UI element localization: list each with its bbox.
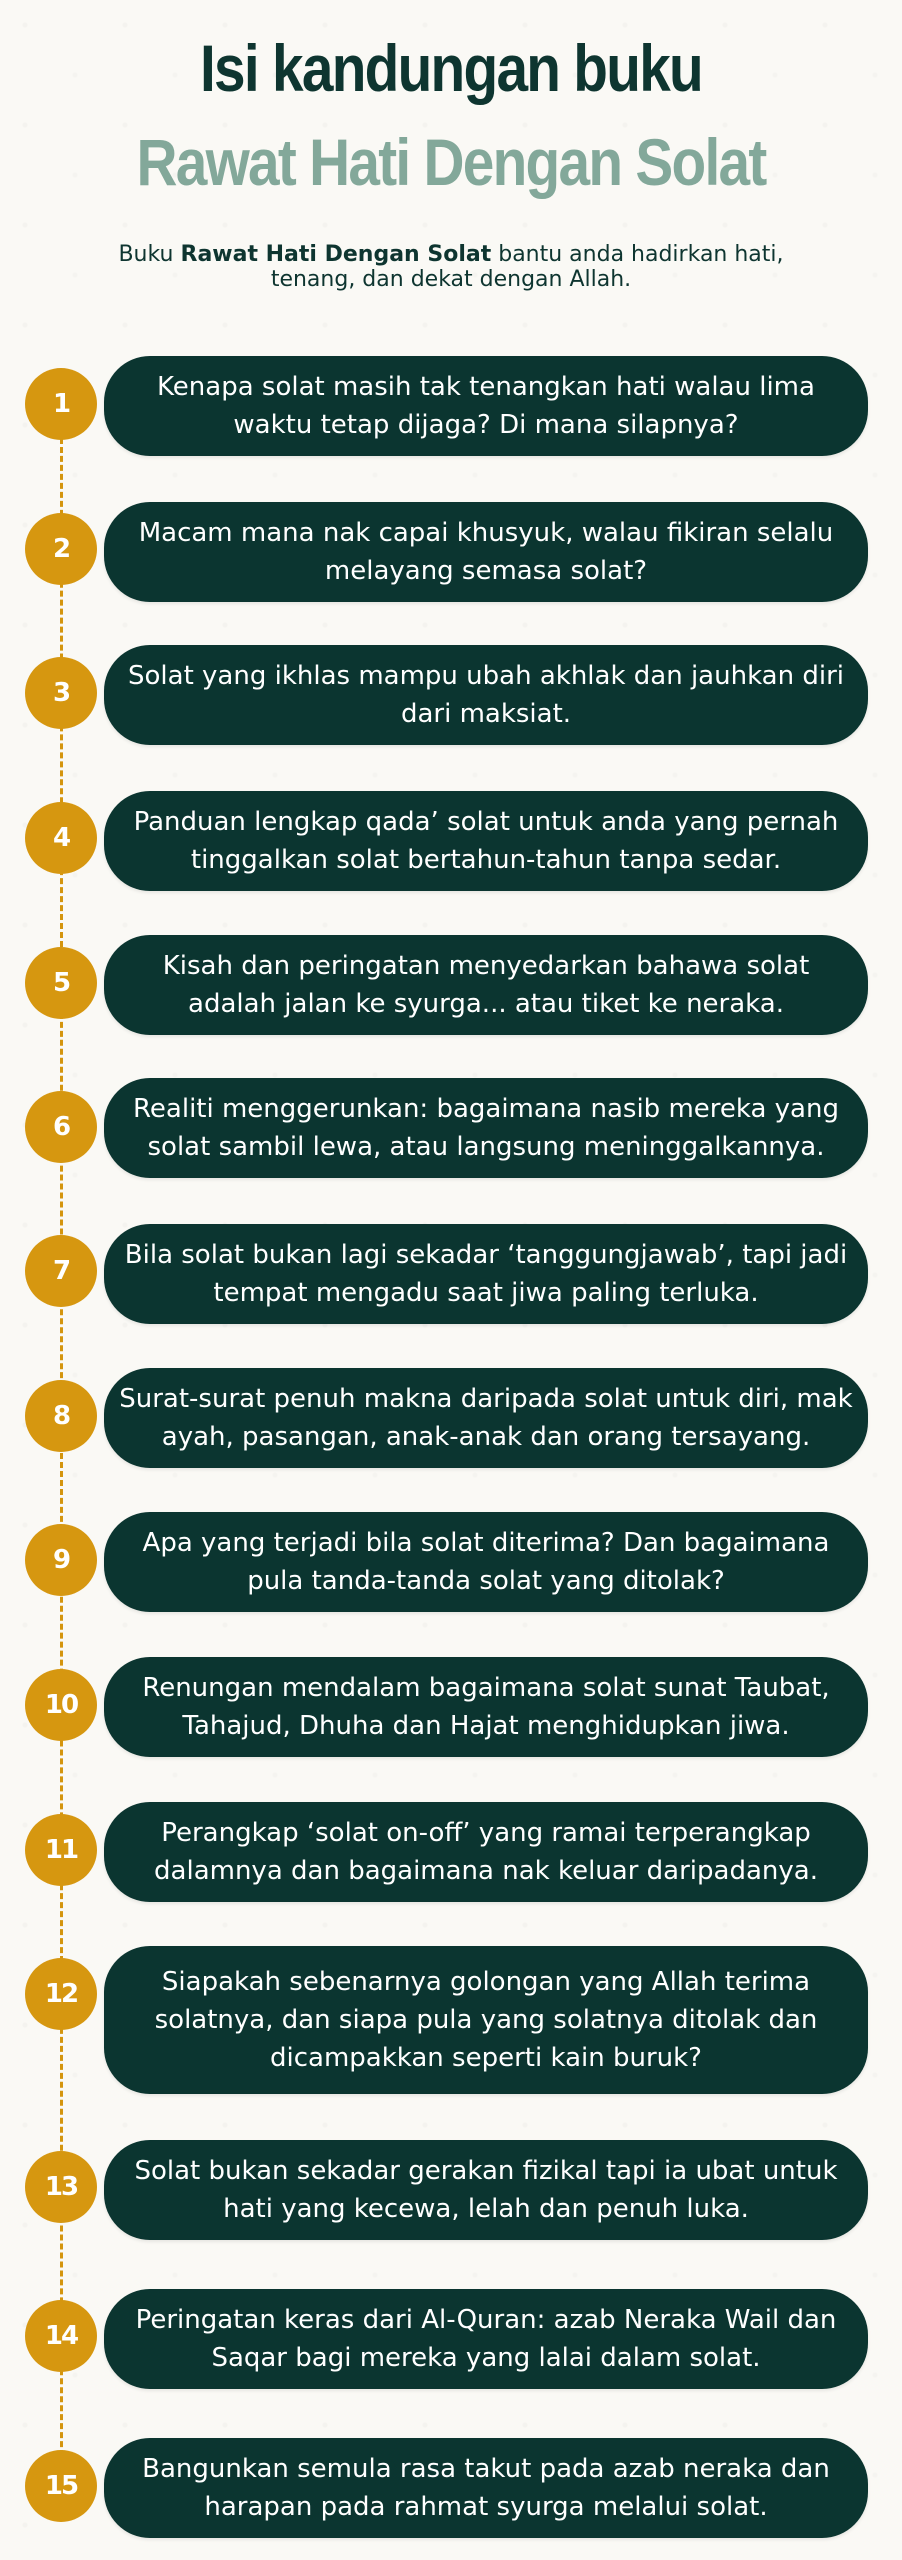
content-item-text: Renungan mendalam bagaimana solat sunat Taubat, Tahajud, Dhuha dan Hajat menghidupkan jiwa. <box>142 1673 830 1741</box>
subtitle-prefix: Buku <box>118 242 181 267</box>
subtitle-suffix: bantu anda hadirkan hati, tenang, dan dekat dengan Allah. <box>270 242 784 292</box>
content-item <box>104 1512 868 1612</box>
item-number-badge: 6 <box>25 1091 97 1163</box>
content-item-text: Kisah dan peringatan menyedarkan bahawa solat adalah jalan ke syurga... atau tiket ke neraka. <box>162 951 810 1019</box>
item-number-badge: 2 <box>25 513 97 585</box>
book-title: Rawat Hati Dengan Solat <box>136 125 766 199</box>
content-item-text: Bila solat bukan lagi sekadar ‘tanggungjawab’, tapi jadi tempat mengadu saat jiwa paling terluka. <box>124 1240 848 1308</box>
content-item <box>104 2438 868 2538</box>
content-item <box>104 502 868 602</box>
content-item-text: Surat-surat penuh makna daripada solat untuk diri, mak ayah, pasangan, anak-anak dan orang tersayang. <box>119 1384 853 1452</box>
content-item <box>104 1078 868 1178</box>
content-item-text: Realiti menggerunkan: bagaimana nasib mereka yang solat sambil lewa, atau langsung meninggalkannya. <box>133 1094 839 1162</box>
content-item-text: Apa yang terjadi bila solat diterima? Dan bagaimana pula tanda-tanda solat yang ditolak? <box>142 1528 830 1596</box>
content-item <box>104 2140 868 2240</box>
content-item <box>104 1657 868 1757</box>
item-number-badge: 7 <box>25 1235 97 1307</box>
content-item-text: Bangunkan semula rasa takut pada azab neraka dan harapan pada rahmat syurga melalui solat. <box>142 2454 830 2522</box>
item-number-badge: 12 <box>25 1958 97 2030</box>
content-item <box>104 935 868 1035</box>
content-item-text: Perangkap ‘solat on-off’ yang ramai terperangkap dalamnya dan bagaimana nak keluar daripadanya. <box>154 1818 818 1886</box>
item-number-badge: 1 <box>25 368 97 440</box>
content-item <box>104 791 868 891</box>
content-item-text: Siapakah sebenarnya golongan yang Allah terima solatnya, dan siapa pula yang solatnya ditolak dan dicampakkan seperti kain buruk? <box>154 1967 818 2073</box>
page-title: Isi kandungan buku <box>200 31 702 105</box>
item-number-badge: 14 <box>25 2300 97 2372</box>
content-item <box>104 1224 868 1324</box>
content-item <box>104 1946 868 2094</box>
item-number-badge: 11 <box>25 1814 97 1886</box>
content-item-text: Macam mana nak capai khusyuk, walau fikiran selalu melayang semasa solat? <box>138 518 834 586</box>
content-item <box>104 356 868 456</box>
item-number-badge: 4 <box>25 802 97 874</box>
item-number-badge: 5 <box>25 947 97 1019</box>
item-number-badge: 10 <box>25 1669 97 1741</box>
content-item-text: Solat bukan sekadar gerakan fizikal tapi ia ubat untuk hati yang kecewa, lelah dan penuh luka. <box>134 2156 838 2224</box>
content-item-text: Kenapa solat masih tak tenangkan hati walau lima waktu tetap dijaga? Di mana silapnya? <box>157 372 815 440</box>
item-number-badge: 9 <box>25 1524 97 1596</box>
content-item <box>104 1802 868 1902</box>
content-item-text: Peringatan keras dari Al-Quran: azab Neraka Wail dan Saqar bagi mereka yang lalai dalam solat. <box>135 2305 837 2373</box>
content-item <box>104 2289 868 2389</box>
page-subtitle <box>100 242 802 292</box>
item-number-badge: 13 <box>25 2151 97 2223</box>
subtitle-book-name: Rawat Hati Dengan Solat <box>180 242 492 267</box>
item-number-badge: 3 <box>25 657 97 729</box>
item-number-badge: 15 <box>25 2450 97 2522</box>
content-item <box>104 1368 868 1468</box>
content-item-text: Panduan lengkap qada’ solat untuk anda yang pernah tinggalkan solat bertahun-tahun tanpa sedar. <box>133 807 839 875</box>
content-item <box>104 645 868 745</box>
content-item-text: Solat yang ikhlas mampu ubah akhlak dan jauhkan diri dari maksiat. <box>128 661 844 729</box>
item-number-badge: 8 <box>25 1380 97 1452</box>
